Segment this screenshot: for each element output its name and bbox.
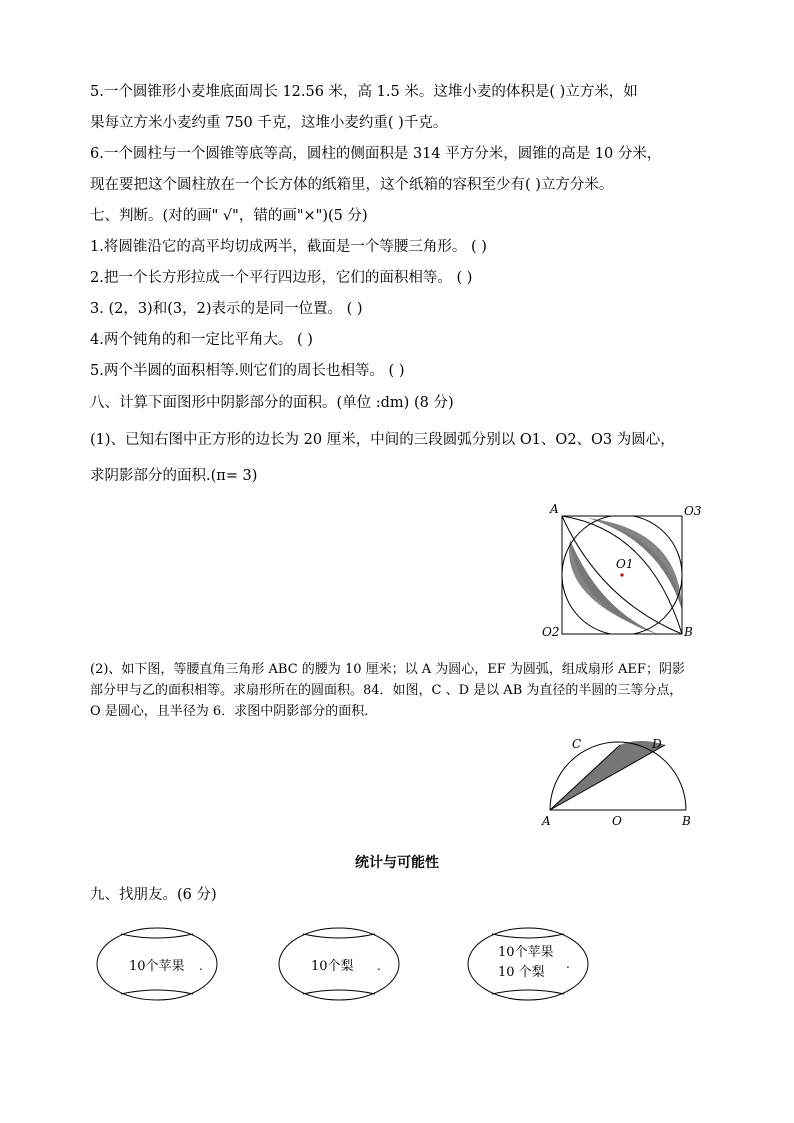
- fig2-label-D: D: [652, 737, 662, 751]
- judge-3: 3. (2，3)和(3，2)表示的是同一位置。 ( ): [90, 301, 363, 317]
- section7-heading: 七、判断。(对的画" √"，错的画"×")(5 分): [90, 208, 368, 224]
- fig2-label-B: B: [682, 814, 691, 828]
- bowl-3-line2: 10 个梨: [498, 965, 545, 980]
- judge-1: 1.将圆锥沿它的高平均切成两半，截面是一个等腰三角形。 ( ): [90, 239, 487, 255]
- problem1-line1: (1)、已知右图中正方形的边长为 20 厘米，中间的三段圆弧分别以 O1、O2、O3 为圆心，: [90, 432, 675, 448]
- judge-4: 4.两个钝角的和一定比平角大。 ( ): [90, 332, 313, 348]
- bowl-1: [95, 926, 225, 1006]
- problem1-line2: 求阴影部分的面积.(π= 3): [90, 468, 258, 484]
- q6-line1: 6.一个圆柱与一个圆锥等底等高，圆柱的侧面积是 314 平方分米，圆锥的高是 10 分米，: [90, 146, 662, 162]
- svg-text:.: .: [566, 957, 570, 971]
- q6-line2: 现在要把这个圆柱放在一个长方体的纸箱里，这个纸箱的容积至少有( )立方分米。: [90, 177, 614, 193]
- fig1-label-O1: O1: [616, 557, 634, 571]
- bowl-1-line1: 10个苹果: [129, 959, 185, 974]
- judge-5: 5.两个半圆的面积相等.则它们的周长也相等。 ( ): [90, 363, 405, 379]
- figure-square-arcs: [540, 500, 740, 650]
- problem2-line2: 部分甲与乙的面积相等。求扇形所在的圆面积。84．如图，C 、D 是以 AB 为直径的半圆的三等分点，: [90, 683, 683, 698]
- fig2-label-C: C: [572, 737, 582, 751]
- fig1-label-A: A: [550, 502, 559, 516]
- section8-heading: 八、计算下面图形中阴影部分的面积。(单位 :dm) (8 分): [90, 395, 454, 411]
- section9-heading: 九、找朋友。(6 分): [90, 887, 217, 903]
- fig2-label-O: O: [612, 814, 622, 828]
- q5-line1: 5.一个圆锥形小麦堆底面周长 12.56 米，高 1.5 米。这堆小麦的体积是( )立方米，如: [90, 84, 638, 100]
- fig2-label-A: A: [542, 814, 551, 828]
- figure-semicircle: [538, 735, 728, 835]
- q5-line2: 果每立方米小麦约重 750 千克，这堆小麦约重( )千克。: [90, 115, 448, 131]
- svg-text:.: .: [377, 959, 381, 973]
- bowl-3: [466, 926, 596, 1006]
- fig1-label-O2: O2: [542, 625, 560, 639]
- bowl-3-line1: 10个苹果: [498, 945, 554, 960]
- problem2-line3: O 是圆心，且半径为 6．求图中阴影部分的面积．: [90, 704, 378, 719]
- judge-2: 2.把一个长方形拉成一个平行四边形，它们的面积相等。 ( ): [90, 270, 473, 286]
- section-title: 统计与可能性: [355, 855, 439, 871]
- bowl-2-line1: 10个梨: [311, 959, 354, 974]
- svg-text:.: .: [199, 959, 203, 973]
- problem2-line1: (2)、如下图，等腰直角三角形 ABC 的腰为 10 厘米；以 A 为圆心，EF 为圆弧，组成扇形 AEF；阴影: [90, 662, 685, 677]
- fig1-label-B: B: [684, 625, 693, 639]
- bowl-2: [277, 926, 407, 1006]
- fig1-label-O3: O3: [684, 504, 702, 518]
